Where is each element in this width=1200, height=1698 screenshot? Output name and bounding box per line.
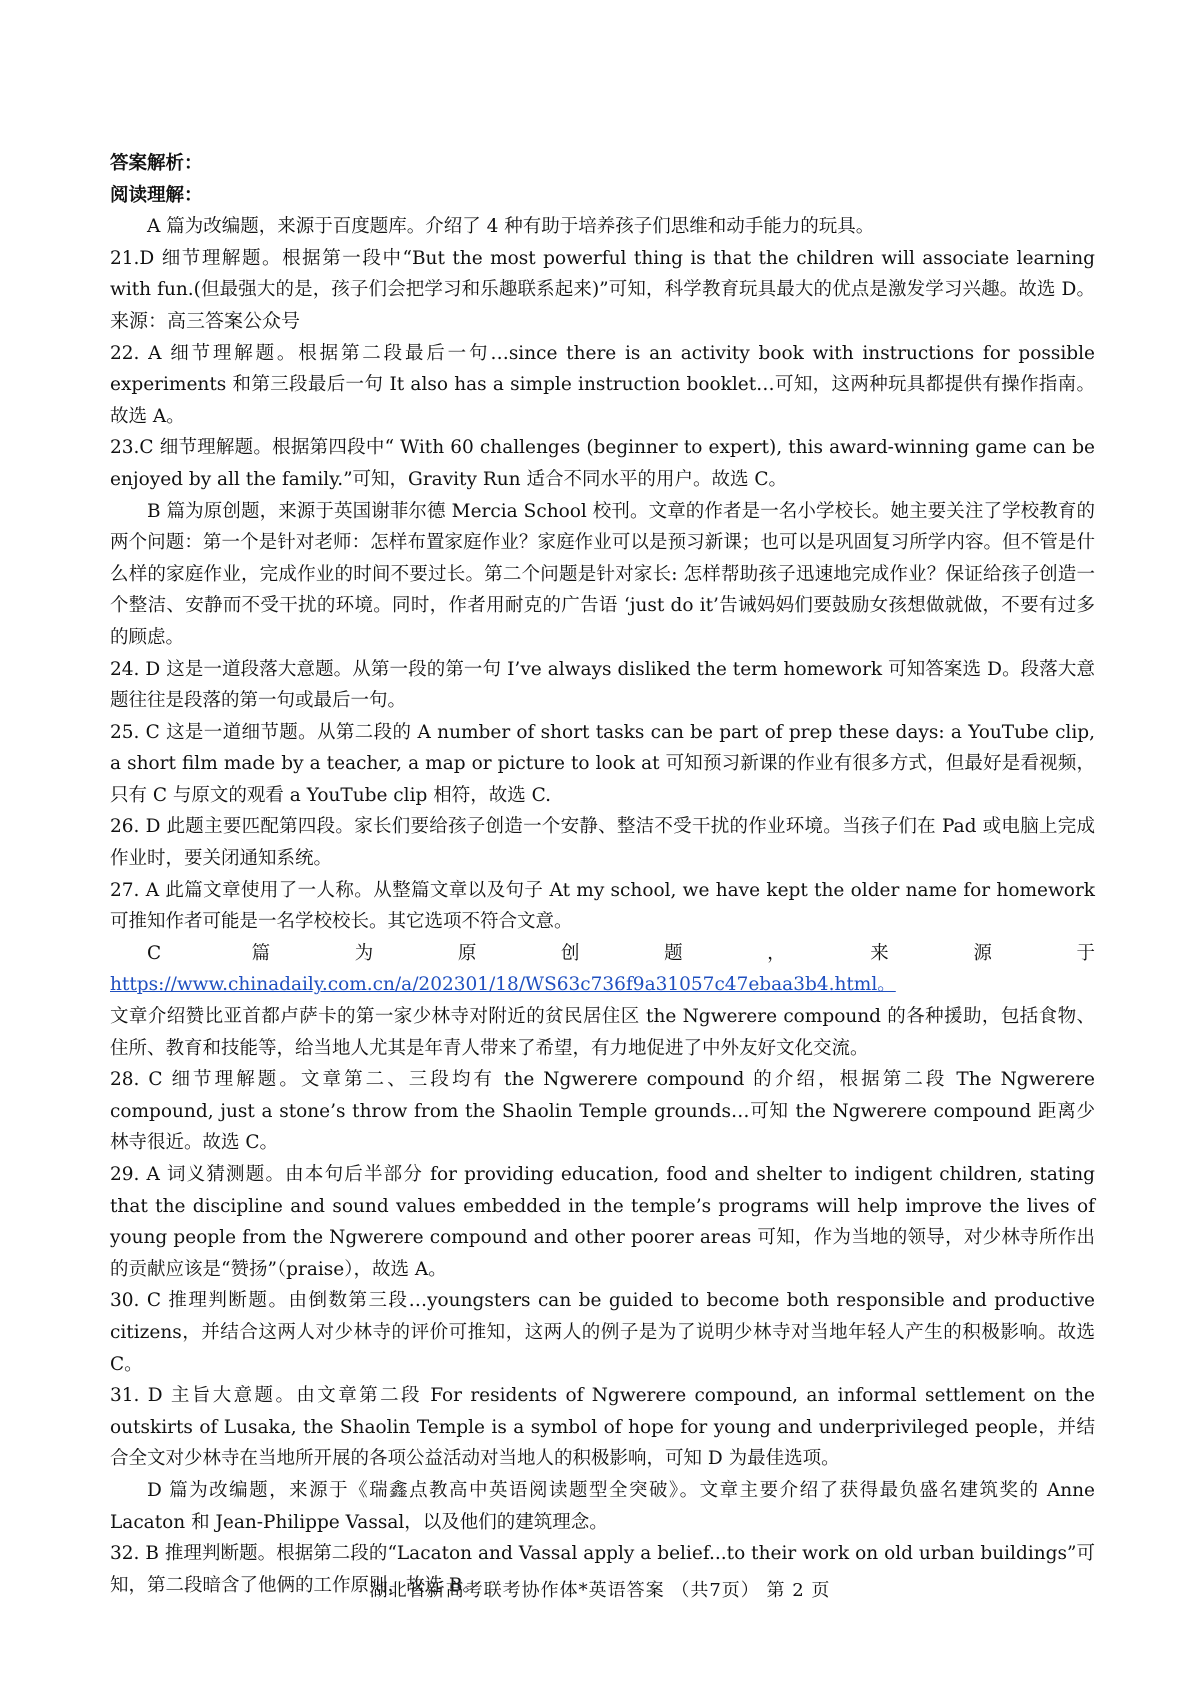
answer-23: 23.C 细节理解题。根据第四段中“ With 60 challenges (beginner to expert), this award-winning game can be enjoyed by all the family.”可知，Gravity Run 适合不同水平的用户。故选 C。 [110,437,1095,490]
answer-26: 26. D 此题主要匹配第四段。家长们要给孩子创造一个安静、整洁不受干扰的作业环境。当孩子们在 Pad 或电脑上完成作业时，要关闭通知系统。 [110,816,1095,870]
answer-29: 29. A 词义猜测题。由本句后半部分 for providing education, food and shelter to indigent children, stating that the discipline and sound values embedded in the temple’s programs will help improve the lives of young people from the Ngwerere compound and other poorer areas 可知，作为当地的领导，对少林寺所作出的贡献应该是“赞扬”（praise），故选 A。 [110,1164,1095,1280]
source-note: 来源：高三答案公众号 [110,309,301,332]
answer-document [110,148,1095,1601]
answer-22: 22. A 细节理解题。根据第二段最后一句…since there is an activity book with instructions for possible experiments 和第三段最后一句 It also has a simple instruction booklet…可知，这两种玩具都提供有操作指南。故选 A。 [110,342,1095,427]
passage-a-intro: A 篇为改编题，来源于百度题库。介绍了 4 种有助于培养孩子们思维和动手能力的玩具。 [147,216,875,238]
answer-25: 25. C 这是一道细节题。从第二段的 A number of short tasks can be part of prep these days: a YouTube clip, a short film made by a teacher, a map or picture to look at 可知预习新课的作业有很多方式，但最好是看视频，只有 C 与原文的观看 a YouTube clip 相符，故选 C. [110,721,1095,806]
answer-21 [110,243,1095,338]
answer-24: 24. D 这是一道段落大意题。从第一段的第一句 I’ve always disliked the term homework 可知答案选 D。段落大意题往往是段落的第一句或最后一句。 [110,658,1095,712]
source-link[interactable]: https://www.chinadaily.com.cn/a/202301/18/WS63c736f9a31057c47ebaa3b4.html。 [110,974,896,996]
answer-21-text: 21.D 细节理解题。根据第一段中“But the most powerful thing is that the children will associate learning with fun.(但最强大的是，孩子们会把学习和乐趣联系起来)”可知，科学教育玩具最大的优点是激发学习兴趣。故选 D。 [110,247,1095,301]
passage-c-summary: 文章介绍赞比亚首都卢萨卡的第一家少林寺对附近的贫民居住区 the Ngwerere compound 的各种援助，包括食物、住所、教育和技能等，给当地人尤其是年青人带来了希望，有力地促进了中外友好文化交流。 [110,1006,1095,1059]
answer-31: 31. D 主旨大意题。由文章第二段 For residents of Ngwerere compound, an informal settlement on the outskirts of Lusaka, the Shaolin Temple is a symbol of hope for young and underprivileged people，并结合全文对少林寺在当地所开展的各项公益活动对当地人的积极影响，可知 D 为最佳选项。 [110,1385,1095,1470]
passage-c-intro [110,938,1095,1001]
reading-heading: 阅读理解： [110,184,203,206]
answer-32: 32. B 推理判断题。根据第二段的“Lacaton and Vassal apply a belief...to their work on old urban buildings”可知，第二段暗含了他俩的工作原则，故选 B。 [110,1543,1095,1596]
passage-b-intro: B 篇为原创题，来源于英国谢菲尔德 Mercia School 校刊。文章的作者是一名小学校长。她主要关注了学校教育的两个问题：第一个是针对老师：怎样布置家庭作业？家庭作业可以是预习新课；也可以是巩固复习所学内容。但不管是什么样的家庭作业，完成作业的时间不要过长。第二个问题是针对家长: 怎样帮助孩子迅速地完成作业？保证给孩子创造一个整洁、安静而不受干扰的环境。同时，作者用耐克的广告语 ‘just do it’告诫妈妈们要鼓励女孩想做就做，不要有过多的顾虑。 [110,500,1095,648]
answer-27: 27. A 此篇文章使用了一人称。从整篇文章以及句子 At my school, we have kept the older name for homework 可推知作者可能是一名学校校长。其它选项不符合文意。 [110,879,1095,933]
answers-heading: 答案解析： [110,153,203,174]
answer-28: 28. C 细节理解题。文章第二、三段均有 the Ngwerere compound 的介绍，根据第二段 The Ngwerere compound, just a stone’s throw from the Shaolin Temple grounds…可知 the Ngwerere compound 距离少林寺很近。故选 C。 [110,1069,1095,1154]
page-footer: 湖北省新高考联考协作体*英语答案 （共7页） 第 2 页 [369,1580,831,1601]
passage-c-intro-prefix: C 篇为原创题，来源于 [147,942,1095,964]
passage-d-intro: D 篇为改编题，来源于《瑞鑫点教高中英语阅读题型全突破》。文章主要介绍了获得最负盛名建筑奖的 Anne Lacaton 和 Jean-Philippe Vassal，以及他们的建筑理念。 [110,1479,1095,1533]
answer-30: 30. C 推理判断题。由倒数第三段…youngsters can be guided to become both responsible and productive citizens，并结合这两人对少林寺的评价可推知，这两人的例子是为了说明少林寺对当地年轻人产生的积极影响。故选 C。 [110,1290,1095,1375]
